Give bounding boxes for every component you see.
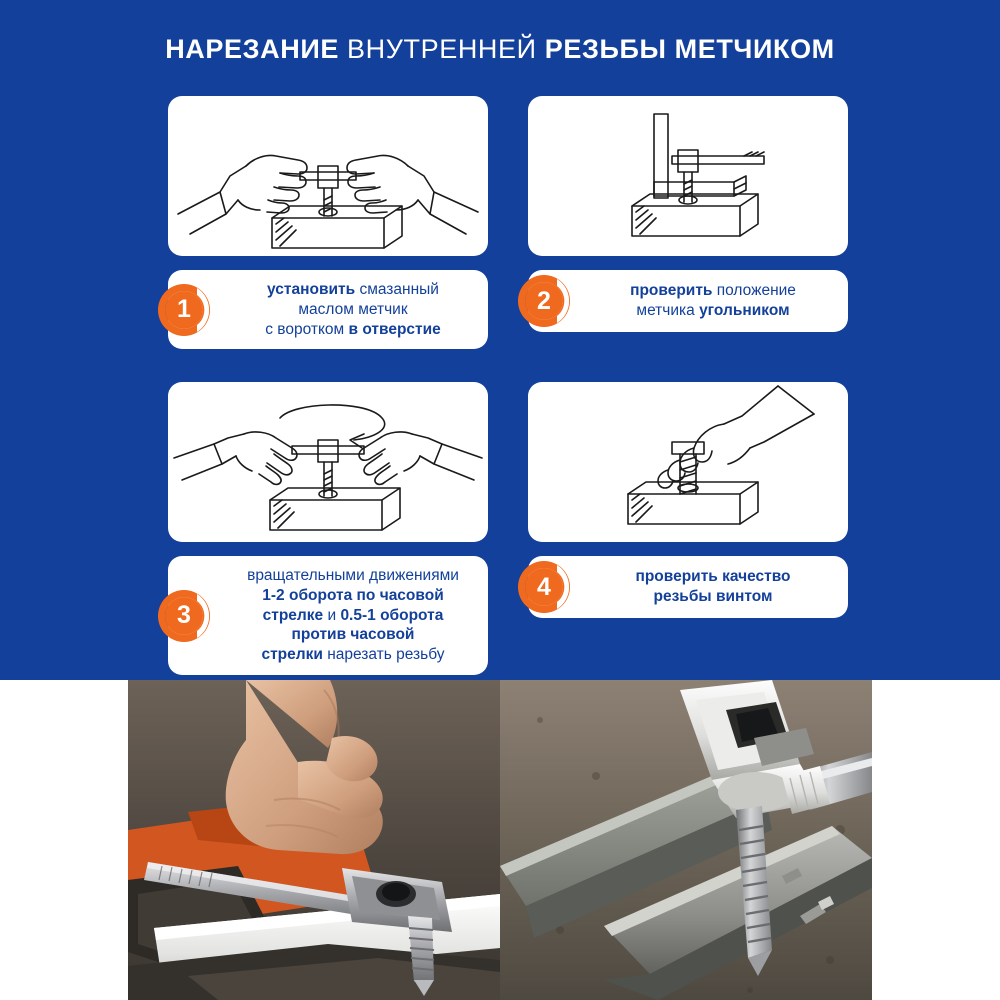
step-card-4 [528,382,848,618]
cap3-w5: 0.5-1 оборота [340,606,444,624]
cap3-w2: 1-2 оборота по часовой [262,586,444,604]
page-title [0,34,1000,65]
step-caption-2 [528,270,848,332]
cap3-w6: против часовой [291,626,415,644]
cap3-w1: вращательными движениями [247,567,459,584]
step-card-2 [528,96,848,332]
photo-tap-wrench-cutting-thread-in-metal-plate [500,680,872,1000]
cap4-w2: резьбы винтом [653,588,773,605]
step-number-2: 2 [537,286,551,315]
step-number-3: 3 [177,601,191,630]
step-caption-text-3 [232,566,474,665]
step-badge-2 [516,273,572,329]
cap4-w1: проверить качество [635,568,791,586]
title-part-3: РЕЗЬБЫ МЕТЧИКОМ [544,34,835,64]
step-caption-1 [168,270,488,349]
step-caption-text-4 [592,567,834,607]
cap3-w3: стрелке [262,606,328,624]
step-caption-3 [168,556,488,675]
photo-hand-turning-tap-wrench-on-white-profile [128,680,500,1000]
cap1-w3: маслом метчик [298,300,408,318]
steps-grid [168,96,848,662]
cap2-w4: угольником [699,302,790,319]
cap1-w2: смазанный [359,281,439,298]
step-number-1: 1 [177,295,191,324]
cap1-w4: с воротком [265,320,349,338]
step-caption-4 [528,556,848,618]
cap3-w4: и [327,606,341,624]
step-card-3 [168,382,488,675]
step-illustration-2 [528,96,848,256]
cap3-w8: нарезать резьбу [327,646,445,664]
step-badge-4 [516,559,572,615]
step-caption-text-2 [592,281,834,321]
step-badge-3 [156,588,212,644]
cap2-w1: проверить [630,282,717,300]
step-illustration-3 [168,382,488,542]
photo-strip [0,680,1000,1000]
step-illustration-1 [168,96,488,256]
title-part-2: ВНУТРЕННЕЙ [338,34,545,64]
step-illustration-4 [528,382,848,542]
step-badge-1 [156,282,212,338]
cap1-w5: в отверстие [348,320,441,338]
cap1-w1: установить [267,281,360,298]
cap3-w7: стрелки [261,646,328,664]
step-number-4: 4 [537,572,551,601]
cap2-w2: положение [716,282,796,300]
cap2-w3: метчика [636,302,700,319]
step-card-1 [168,96,488,349]
step-caption-text-1 [232,280,474,339]
title-part-1: НАРЕЗАНИЕ [165,34,339,64]
